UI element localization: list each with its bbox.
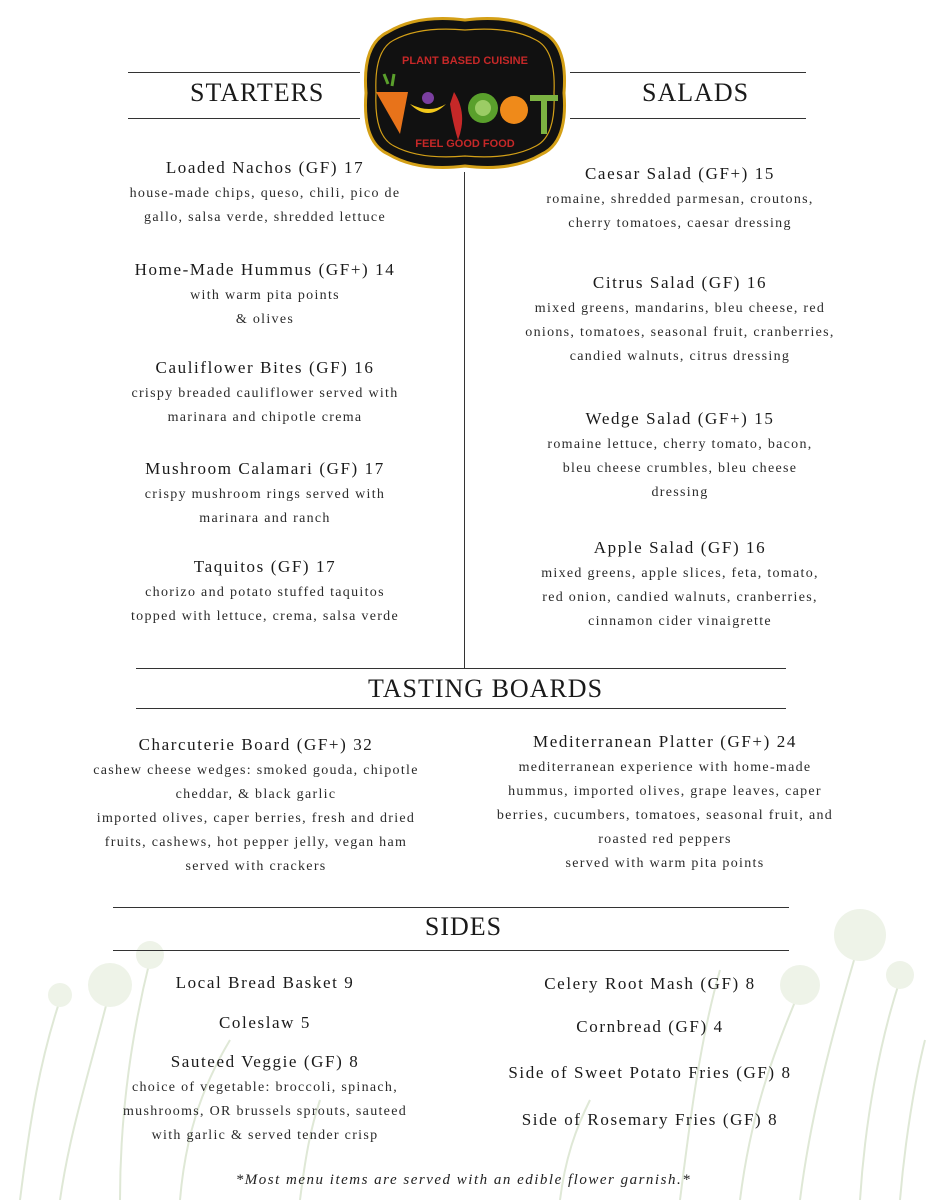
logo-bottom-text: FEEL GOOD FOOD (415, 138, 515, 150)
salads-heading: SALADS (642, 78, 750, 107)
v-spot-logo (358, 14, 572, 172)
starters-bottom-rule (128, 118, 360, 119)
starter-item (80, 358, 450, 430)
item-description: mixed greens, mandarins, bleu cheese, red onions, tomatoes, seasonal fruit, cranberries, candied walnuts, citrus dressing (525, 301, 835, 364)
item-name: Charcuterie Board (GF+) 32 (138, 735, 374, 754)
tasting-boards-bottom-rule (136, 708, 786, 709)
item-name: Mushroom Calamari (GF) 17 (145, 459, 385, 478)
side-item-name: Side of Sweet Potato Fries (GF) 8 (508, 1063, 792, 1082)
starter-item (80, 260, 450, 332)
item-name: Caesar Salad (GF+) 15 (584, 164, 775, 183)
item-description: crispy mushroom rings served with marinara and ranch (144, 487, 386, 526)
salads-bottom-rule (570, 118, 806, 119)
salad-item (485, 538, 875, 634)
salad-item (485, 409, 875, 505)
item-description: choice of vegetable: broccoli, spinach, mushrooms, OR brussels sprouts, sauteed with garlic & served tender crisp (122, 1080, 408, 1143)
item-description: romaine lettuce, cherry tomato, bacon, bleu cheese crumbles, bleu cheese dressing (547, 437, 813, 500)
item-description: mediterranean experience with home-made hummus, imported olives, grape leaves, caper berries, cucumbers, tomatoes, seasonal fruit, and roasted red peppers served with warm pita points (496, 760, 834, 871)
side-item (80, 1052, 450, 1148)
side-item-name: Coleslaw 5 (218, 1013, 312, 1032)
side-item-name: Cornbread (GF) 4 (576, 1017, 724, 1036)
item-description: crispy breaded cauliflower served with marinara and chipotle crema (131, 386, 399, 425)
salads-top-rule (570, 72, 806, 73)
salad-item (485, 273, 875, 369)
column-divider (464, 172, 465, 668)
item-name: Cauliflower Bites (GF) 16 (155, 358, 375, 377)
item-name: Home-Made Hummus (GF+) 14 (134, 260, 396, 279)
item-name: Taquitos (GF) 17 (193, 557, 337, 576)
sides-bottom-rule (113, 950, 789, 951)
starter-item (80, 158, 450, 230)
footnote: *Most menu items are served with an edible flower garnish.* (235, 1172, 692, 1188)
side-item-name: Celery Root Mash (GF) 8 (544, 974, 756, 993)
item-name: Citrus Salad (GF) 16 (592, 273, 768, 292)
item-name: Sauteed Veggie (GF) 8 (170, 1052, 360, 1071)
item-description: romaine, shredded parmesan, croutons, cherry tomatoes, caesar dressing (546, 192, 814, 231)
tasting-boards-heading: TASTING BOARDS (367, 674, 604, 703)
salad-item (485, 164, 875, 236)
sides-heading: SIDES (424, 912, 503, 941)
starter-item (80, 557, 450, 629)
starters-heading: STARTERS (190, 78, 325, 107)
side-item-name: Side of Rosemary Fries (GF) 8 (521, 1110, 779, 1129)
sides-top-rule (113, 907, 789, 908)
item-description: house-made chips, queso, chili, pico de gallo, salsa verde, shredded lettuce (129, 186, 401, 225)
starters-top-rule (128, 72, 360, 73)
item-description: mixed greens, apple slices, feta, tomato, red onion, candied walnuts, cranberries, cinnamon cider vinaigrette (541, 566, 819, 629)
item-description: chorizo and potato stuffed taquitos topped with lettuce, crema, salsa verde (130, 585, 399, 624)
item-name: Apple Salad (GF) 16 (593, 538, 767, 557)
item-description: with warm pita points & olives (190, 288, 340, 327)
side-item-name: Local Bread Basket 9 (175, 973, 355, 992)
item-name: Wedge Salad (GF+) 15 (585, 409, 775, 428)
item-name: Loaded Nachos (GF) 17 (165, 158, 365, 177)
logo-top-text: PLANT BASED CUISINE (402, 55, 528, 67)
item-name: Mediterranean Platter (GF+) 24 (533, 732, 797, 751)
item-description: cashew cheese wedges: smoked gouda, chipotle cheddar, & black garlic imported olives, caper berries, fresh and dried fruits, cashews, hot pepper jelly, vegan ham served with crackers (93, 763, 419, 874)
starter-item (80, 459, 450, 531)
board-item (30, 735, 482, 879)
board-item (470, 732, 860, 876)
tasting-boards-top-rule (136, 668, 786, 669)
